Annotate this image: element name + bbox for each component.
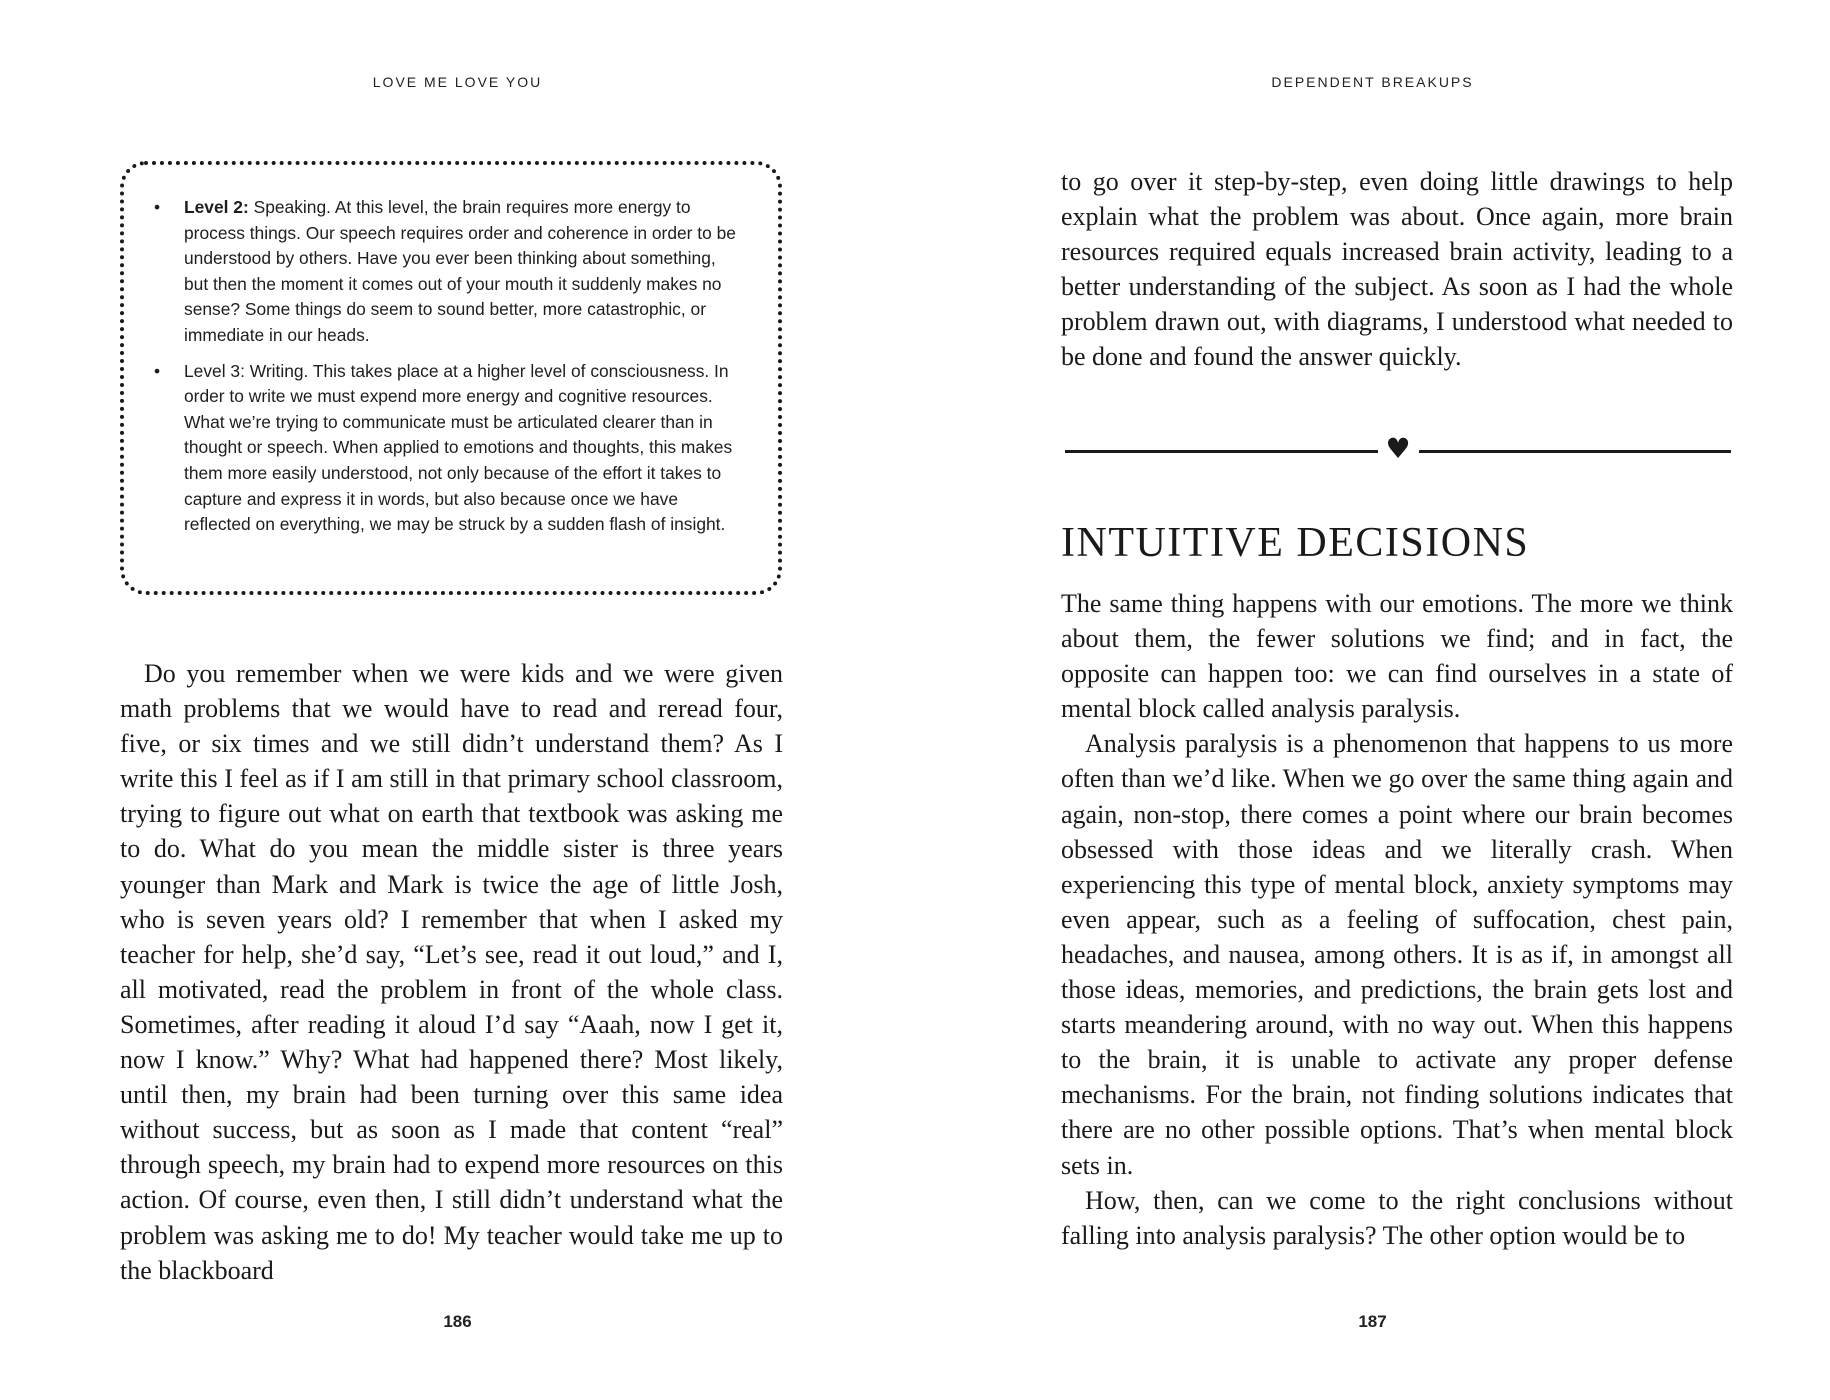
paragraph: How, then, can we come to the right conclusions without falling into analysis paralysis? The other option would be to	[1061, 1185, 1733, 1250]
callout-item-level-3	[148, 359, 738, 538]
left-body-text	[120, 656, 783, 1288]
page-number-right: 187	[1358, 1312, 1387, 1331]
section-title: INTUITIVE DECISIONS	[1061, 520, 1530, 566]
right-page	[915, 0, 1830, 1400]
callout-item-text: Speaking. At this level, the brain requires more energy to process things. Our speech requires order and coherence in order to be understood by others. Have you ever been thinking about something, but then the moment it comes out of your mouth it suddenly makes no sense? Some things do seem to sound better, more catastrophic, or immediate in our heads.	[184, 197, 736, 345]
right-top-text	[1061, 164, 1733, 375]
divider-rule-left	[1065, 450, 1378, 453]
page-number-left: 186	[443, 1312, 472, 1331]
running-head-right: DEPENDENT BREAKUPS	[1271, 74, 1474, 90]
callout-item-text: Level 3: Writing. This takes place at a higher level of consciousness. In order to write we must expend more energy and cognitive resources. What we’re trying to communicate must be articulated clearer than in thought or speech. When applied to emotions and thoughts, this makes them more easily understood, not only because of the effort it takes to capture and express it in words, but also because once we have reflected on everything, we may be struck by a sudden flash of insight.	[184, 360, 733, 535]
callout-item-label: Level 2:	[184, 197, 249, 217]
bullet-icon: •	[154, 360, 161, 381]
right-body-text	[1061, 586, 1733, 1253]
callout-box	[120, 161, 782, 595]
divider-rule-right	[1419, 450, 1731, 453]
running-head-left: LOVE ME LOVE YOU	[372, 74, 543, 90]
callout-list	[148, 195, 738, 538]
section-divider	[1065, 432, 1731, 468]
paragraph: to go over it step-by-step, even doing little drawings to help explain what the problem was about. Once again, more brain resources required equals increased brain activity, leading to a better understanding of the subject. As soon as I had the whole problem drawn out, with diagrams, I understood what needed to be done and found the answer quickly.	[1061, 167, 1733, 372]
paragraph: Analysis paralysis is a phenomenon that happens to us more often than we’d like. When we go over the same thing again and again, non-stop, there comes a point where our brain becomes obsessed with those ideas and we literally crash. When experiencing this type of mental block, anxiety symptoms may even appear, such as a feeling of suffocation, chest pain, headaches, and nausea, among others. It is as if, in amongst all those ideas, memories, and predictions, the brain gets lost and starts meandering around, with no way out. When this happens to the brain, it is unable to activate any proper defense mechanisms. For the brain, not finding solutions indicates that there are no other possible options. That’s when mental block sets in.	[1061, 729, 1733, 1180]
paragraph: The same thing happens with our emotions. The more we think about them, the fewer solutions we find; and in fact, the opposite can happen too: we can find ourselves in a state of mental block called analysis paralysis.	[1061, 589, 1733, 724]
paragraph: Do you remember when we were kids and we were given math problems that we would have to read and reread four, five, or six times and we still didn’t understand them? As I write this I feel as if I am still in that primary school classroom, trying to figure out what on earth that textbook was asking me to do. What do you mean the middle sister is three years younger than Mark and Mark is twice the age of little Josh, who is seven years old? I remember that when I asked my teacher for help, she’d say, “Let’s see, read it out loud,” and I, all motivated, read the problem in front of the whole class. Sometimes, after reading it aloud I’d say “Aaah, now I get it, now I know.” Why? What had happened there? Most likely, until then, my brain had been turning over this same idea without success, but as soon as I made that content “real” through speech, my brain had to expend more resources on this action. Of course, even then, I still didn’t understand what the problem was asking me to do! My teacher would take me up to the blackboard	[120, 659, 783, 1285]
bullet-icon: •	[154, 197, 161, 217]
heart-icon: ♥	[1385, 432, 1411, 465]
callout-item-level-2	[148, 195, 738, 349]
